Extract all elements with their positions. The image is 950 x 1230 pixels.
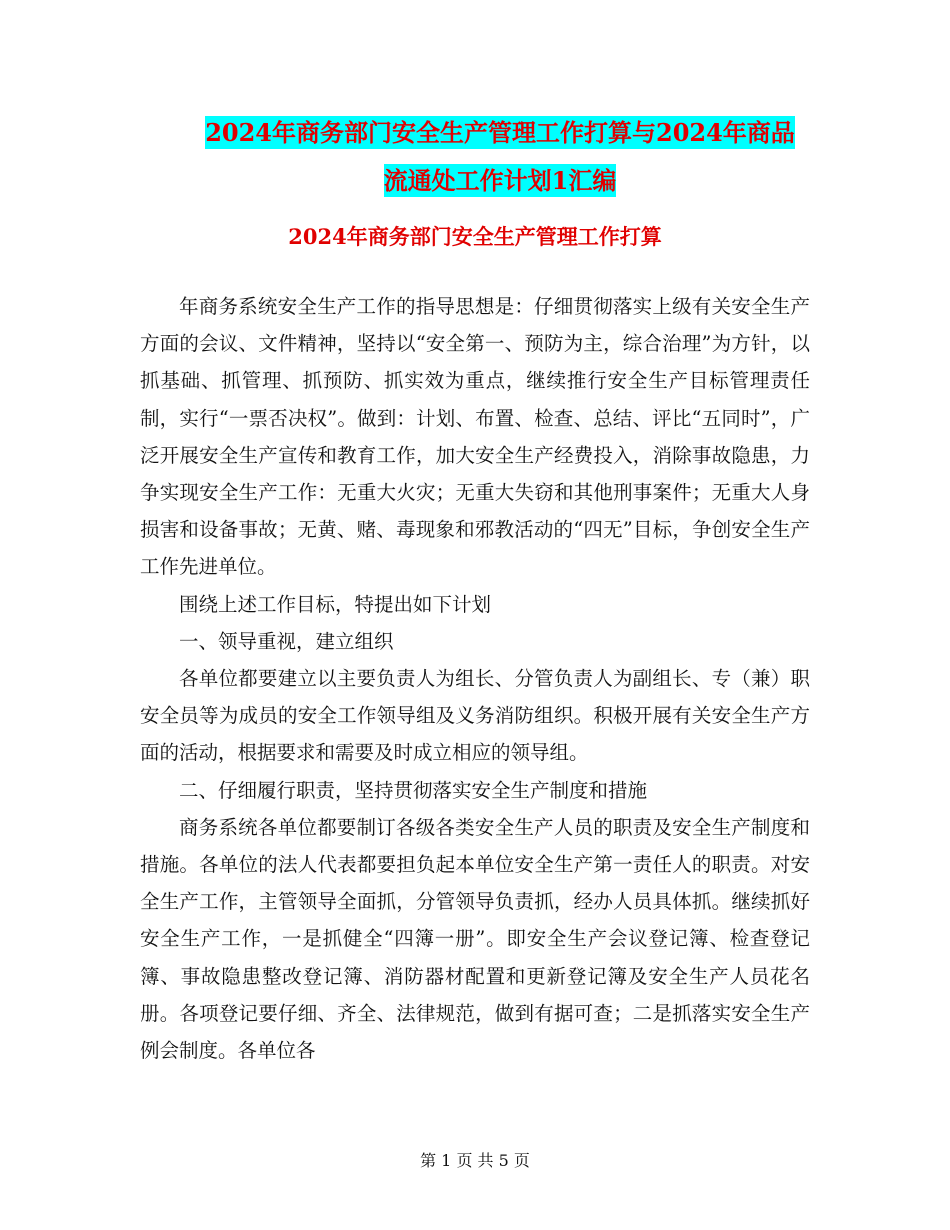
section-title: 2024年商务部门安全生产管理工作打算 [288,224,662,249]
document-title-line-2: 流通处工作计划1汇编 [383,166,617,195]
document-body [140,288,810,1069]
paragraph: 商务系统各单位都要制订各级各类安全生产人员的职责及安全生产制度和措施。各单位的法人代表都要担负起本单位安全生产第一责任人的职责。对安全生产工作，主管领导全面抓，分管领导负责抓，经办人员具体抓。继续抓好安全生产工作，一是抓健全“四簿一册”。即安全生产会议登记簿、检查登记簿、事故隐患整改登记簿、消防器材配置和更新登记簿及安全生产人员花名册。各项登记要仔细、齐全、法律规范，做到有据可查；二是抓落实安全生产例会制度。各单位各 [140,815,810,1063]
paragraph: 各单位都要建立以主要负责人为组长、分管负责人为副组长、专（兼）职安全员等为成员的安全工作领导组及义务消防组织。积极开展有关安全生产方面的活动，根据要求和需要及时成立相应的领导组。 [140,667,810,765]
paragraph: 年商务系统安全生产工作的指导思想是：仔细贯彻落实上级有关安全生产方面的会议、文件精神，坚持以“安全第一、预防为主，综合治理”为方针，以抓基础、抓管理、抓预防、抓实效为重点，继续推行安全生产目标管理责任制，实行“一票否决权”。做到：计划、布置、检查、总结、评比“五同时”，广泛开展安全生产宣传和教育工作，加大安全生产经费投入，消除事故隐患，力争实现安全生产工作：无重大火灾；无重大失窃和其他刑事案件；无重大人身损害和设备事故；无黄、赌、毒现象和邪教活动的“四无”目标，争创安全生产工作先进单位。 [140,295,810,579]
document-title [140,109,860,205]
paragraph: 二、仔细履行职责，坚持贯彻落实安全生产制度和措施 [179,778,648,802]
paragraph: 一、领导重视，建立组织 [179,629,394,653]
paragraph: 围绕上述工作目标，特提出如下计划 [179,592,492,616]
page-footer: 第 1 页 共 5 页 [420,1151,530,1170]
document-title-line-1: 2024年商务部门安全生产管理工作打算与2024年商品 [205,118,795,147]
